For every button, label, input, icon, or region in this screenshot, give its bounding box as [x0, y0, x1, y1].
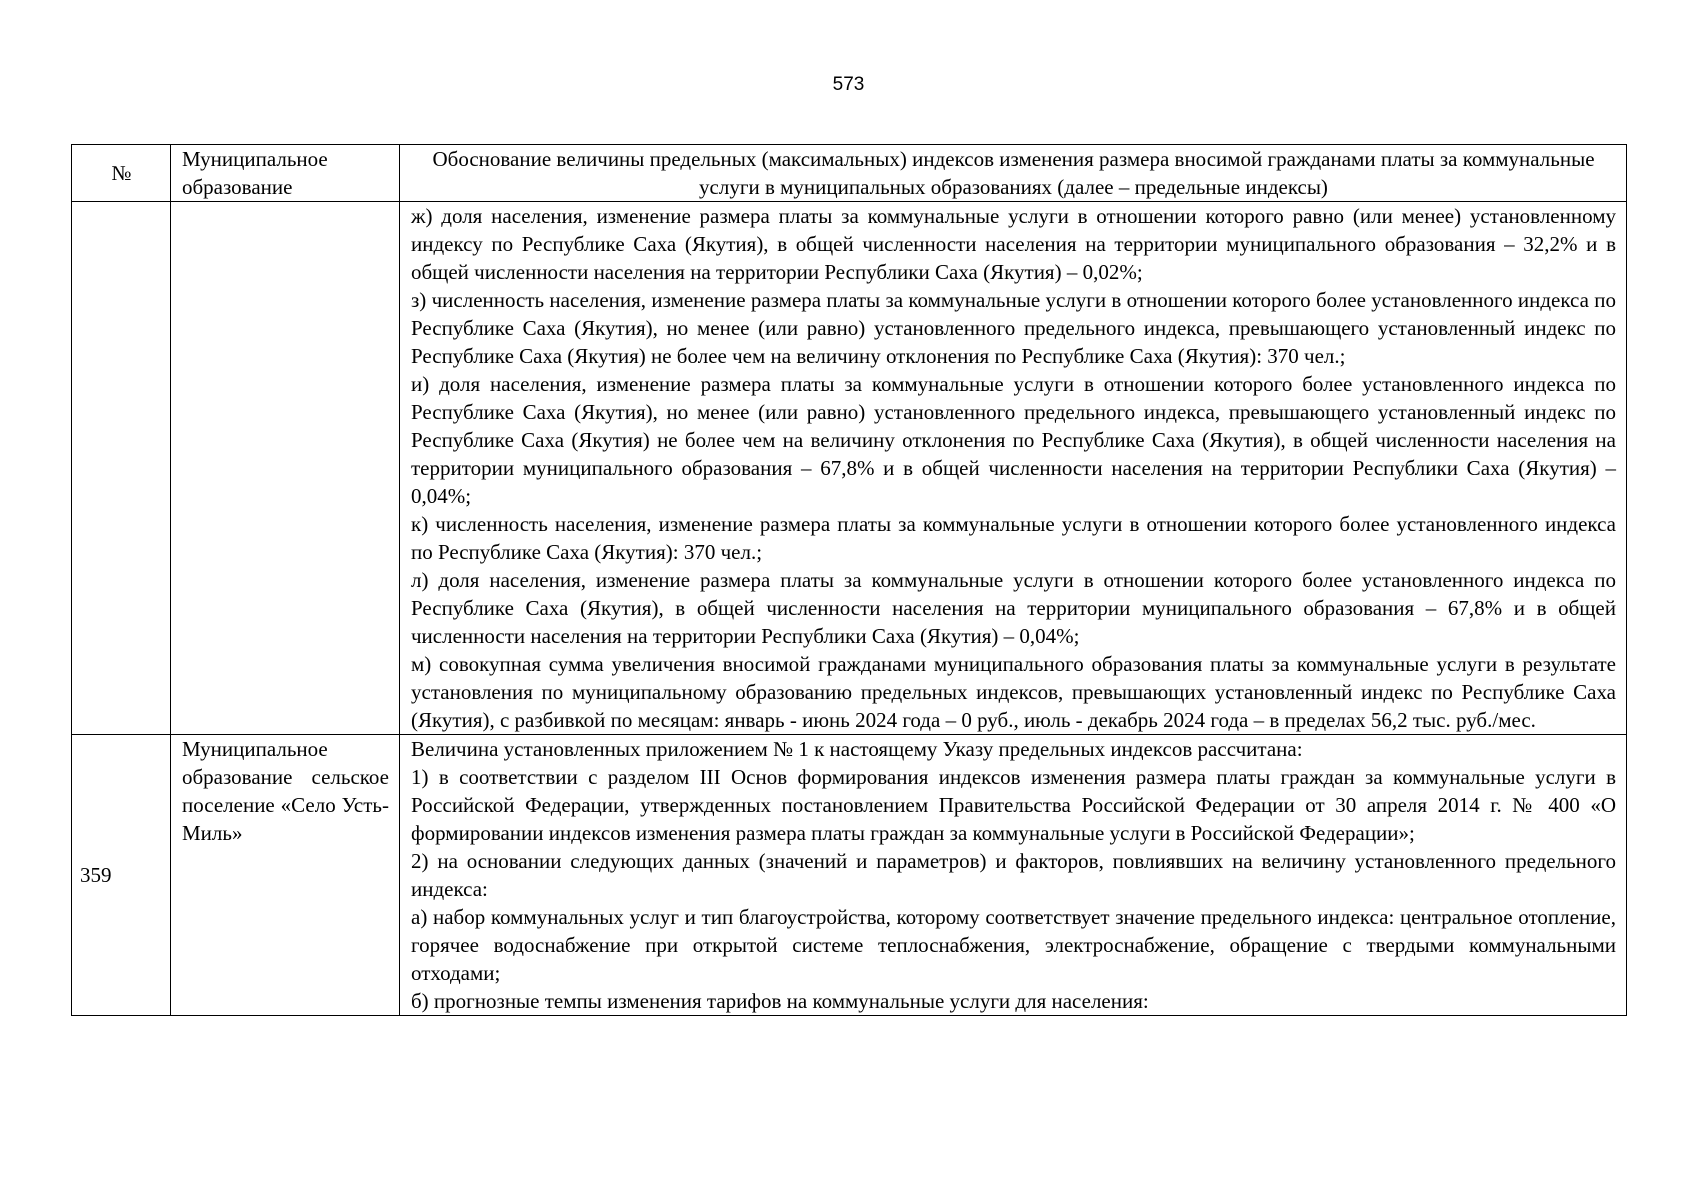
row-justification — [400, 735, 1627, 1016]
page-number: 573 — [832, 74, 865, 95]
row-justification — [400, 202, 1627, 735]
paragraph: ж) доля населения, изменение размера платы за коммунальные услуги в отношении которого равно (или менее) установленному индексу по Республике Саха (Якутия), в общей численности населения на территории муниципального образования – 32,2% и в общей численности населения на территории Республики Саха (Якутия) – 0,02%; — [411, 204, 1616, 284]
paragraph: 1) в соответствии с разделом III Основ формирования индексов изменения размера платы граждан за коммунальные услуги в Российской Федерации, утвержденных постановлением Правительства Российской Федерации от 30 апреля 2014 г. № 400 «О формировании индексов изменения размера платы граждан за коммунальные услуги в Российской Федерации»; — [411, 765, 1616, 845]
row-num — [72, 202, 171, 735]
paragraph: Величина установленных приложением № 1 к настоящему Указу предельных индексов рассчитана: — [411, 737, 1303, 761]
row-num: 359 — [72, 735, 171, 1016]
paragraph: к) численность населения, изменение размера платы за коммунальные услуги в отношении которого более установленного индекса по Республике Саха (Якутия): 370 чел.; — [411, 512, 1616, 564]
header-municipality: Муниципальное образование — [171, 145, 400, 202]
justification-table — [71, 144, 1627, 1016]
paragraph: а) набор коммунальных услуг и тип благоустройства, которому соответствует значение предельного индекса: центральное отопление, горячее водоснабжение при открытой системе теплоснабжения, электроснабжение, обращение с твердыми коммунальными отходами; — [411, 905, 1616, 985]
paragraph: и) доля населения, изменение размера платы за коммунальные услуги в отношении которого более установленного индекса по Республике Саха (Якутия), но менее (или равно) установленного предельного индекса, превышающего установленный индекс по Республике Саха (Якутия) не более чем на величину отклонения по Республике Саха (Якутия), в общей численности населения на территории муниципального образования – 67,8% и в общей численности населения на территории Республики Саха (Якутия) – 0,04%; — [411, 372, 1616, 508]
paragraph: л) доля населения, изменение размера платы за коммунальные услуги в отношении которого более установленного индекса по Республике Саха (Якутия), в общей численности населения на территории муниципального образования – 67,8% и в общей численности населения на территории Республики Саха (Якутия) – 0,04%; — [411, 568, 1616, 648]
header-num: № — [72, 145, 171, 202]
row-municipality — [171, 202, 400, 735]
row-municipality: Муниципальное образование сельское поселение «Село Усть-Миль» — [171, 735, 400, 1016]
header-justification: Обоснование величины предельных (максимальных) индексов изменения размера вносимой гражданами платы за коммунальные услуги в муниципальных образованиях (далее – предельные индексы) — [400, 145, 1627, 202]
paragraph: м) совокупная сумма увеличения вносимой гражданами муниципального образования платы за коммунальные услуги в результате установления по муниципальному образованию предельных индексов, превышающих установленный индекс по Республике Саха (Якутия), с разбивкой по месяцам: январь - июнь 2024 года – 0 руб., июль - декабрь 2024 года – в пределах 56,2 тыс. руб./мес. — [411, 652, 1616, 732]
table-row — [72, 202, 1627, 735]
paragraph: з) численность населения, изменение размера платы за коммунальные услуги в отношении которого более установленного индекса по Республике Саха (Якутия), но менее (или равно) установленного предельного индекса, превышающего установленный индекс по Республике Саха (Якутия) не более чем на величину отклонения по Республике Саха (Якутия): 370 чел.; — [411, 288, 1616, 368]
table-header-row — [72, 145, 1627, 202]
paragraph: 2) на основании следующих данных (значений и параметров) и факторов, повлиявших на величину установленного предельного индекса: — [411, 849, 1616, 901]
table-row — [72, 735, 1627, 1016]
paragraph: б) прогнозные темпы изменения тарифов на коммунальные услуги для населения: — [411, 989, 1149, 1013]
